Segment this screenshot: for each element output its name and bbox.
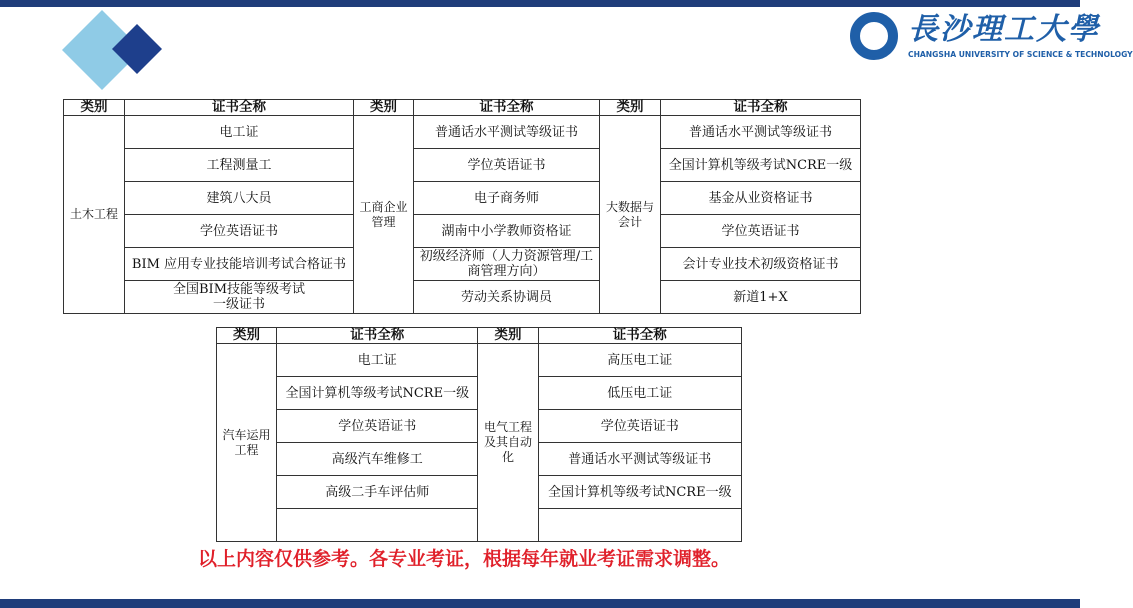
certificate-cell: 电工证 <box>125 116 354 149</box>
logo-name-en: CHANGSHA UNIVERSITY OF SCIENCE & TECHNOLOGY <box>908 50 1133 59</box>
certificate-cell: 普通话水平测试等级证书 <box>661 116 861 149</box>
certificate-cell <box>538 509 741 542</box>
table-row <box>64 149 861 182</box>
certificate-cell: 工程测量工 <box>125 149 354 182</box>
certificate-cell: BIM 应用专业技能培训考试合格证书 <box>125 248 354 281</box>
category-cell: 汽车运用 工程 <box>217 344 277 542</box>
table-row <box>64 116 861 149</box>
top-accent-bar <box>0 0 1080 7</box>
certificate-cell: 普通话水平测试等级证书 <box>414 116 600 149</box>
certificate-cell: 新道1+X <box>661 281 861 314</box>
header-category: 类别 <box>478 328 538 344</box>
table-row <box>64 215 861 248</box>
certificate-cell: 电工证 <box>277 344 478 377</box>
certificate-cell <box>277 509 478 542</box>
certificate-cell: 建筑八大员 <box>125 182 354 215</box>
certificate-cell: 高级二手车评估师 <box>277 476 478 509</box>
certificate-cell: 高压电工证 <box>538 344 741 377</box>
certificate-cell: 电子商务师 <box>414 182 600 215</box>
certificate-cell: 学位英语证书 <box>661 215 861 248</box>
table-row <box>64 182 861 215</box>
certificate-cell: 全国计算机等级考试NCRE一级 <box>277 377 478 410</box>
disclaimer-note: 以上内容仅供参考。各专业考证，根据每年就业考证需求调整。 <box>198 548 731 570</box>
header-category: 类别 <box>217 328 277 344</box>
table-header-row <box>64 100 861 116</box>
table-row <box>217 344 742 377</box>
logo-name-cn: 長沙理工大學 <box>908 12 1100 47</box>
category-cell: 工商企业 管理 <box>354 116 414 314</box>
table-row <box>64 248 861 281</box>
header-cert-name: 证书全称 <box>661 100 861 116</box>
header-cert-name: 证书全称 <box>125 100 354 116</box>
university-logo <box>850 12 1133 64</box>
header-category: 类别 <box>64 100 125 116</box>
university-seal-icon <box>850 12 898 60</box>
certificate-cell: 劳动关系协调员 <box>414 281 600 314</box>
certificate-cell: 基金从业资格证书 <box>661 182 861 215</box>
certificate-cell: 会计专业技术初级资格证书 <box>661 248 861 281</box>
certificate-cell: 全国计算机等级考试NCRE一级 <box>538 476 741 509</box>
category-cell: 土木工程 <box>64 116 125 314</box>
header-cert-name: 证书全称 <box>538 328 741 344</box>
certificate-cell: 高级汽车维修工 <box>277 443 478 476</box>
header-cert-name: 证书全称 <box>277 328 478 344</box>
certificate-cell: 初级经济师（人力资源管理/工 商管理方向） <box>414 248 600 281</box>
certificate-cell: 全国计算机等级考试NCRE一级 <box>661 149 861 182</box>
certificate-cell: 全国BIM技能等级考试 一级证书 <box>125 281 354 314</box>
certificate-cell: 学位英语证书 <box>538 410 741 443</box>
overlapping-diamonds-icon <box>62 10 172 92</box>
category-cell: 电气工程 及其自动 化 <box>478 344 538 542</box>
certificate-cell: 湖南中小学教师资格证 <box>414 215 600 248</box>
certificate-table-2 <box>216 327 742 542</box>
bottom-accent-bar <box>0 599 1080 608</box>
certificate-cell: 学位英语证书 <box>125 215 354 248</box>
category-cell: 大数据与 会计 <box>600 116 661 314</box>
table-row <box>64 281 861 314</box>
certificate-cell: 学位英语证书 <box>414 149 600 182</box>
header-cert-name: 证书全称 <box>414 100 600 116</box>
certificate-cell: 学位英语证书 <box>277 410 478 443</box>
certificate-table-1 <box>63 99 861 314</box>
header-category: 类别 <box>600 100 661 116</box>
certificate-cell: 普通话水平测试等级证书 <box>538 443 741 476</box>
certificate-cell: 低压电工证 <box>538 377 741 410</box>
header-category: 类别 <box>354 100 414 116</box>
table-header-row <box>217 328 742 344</box>
